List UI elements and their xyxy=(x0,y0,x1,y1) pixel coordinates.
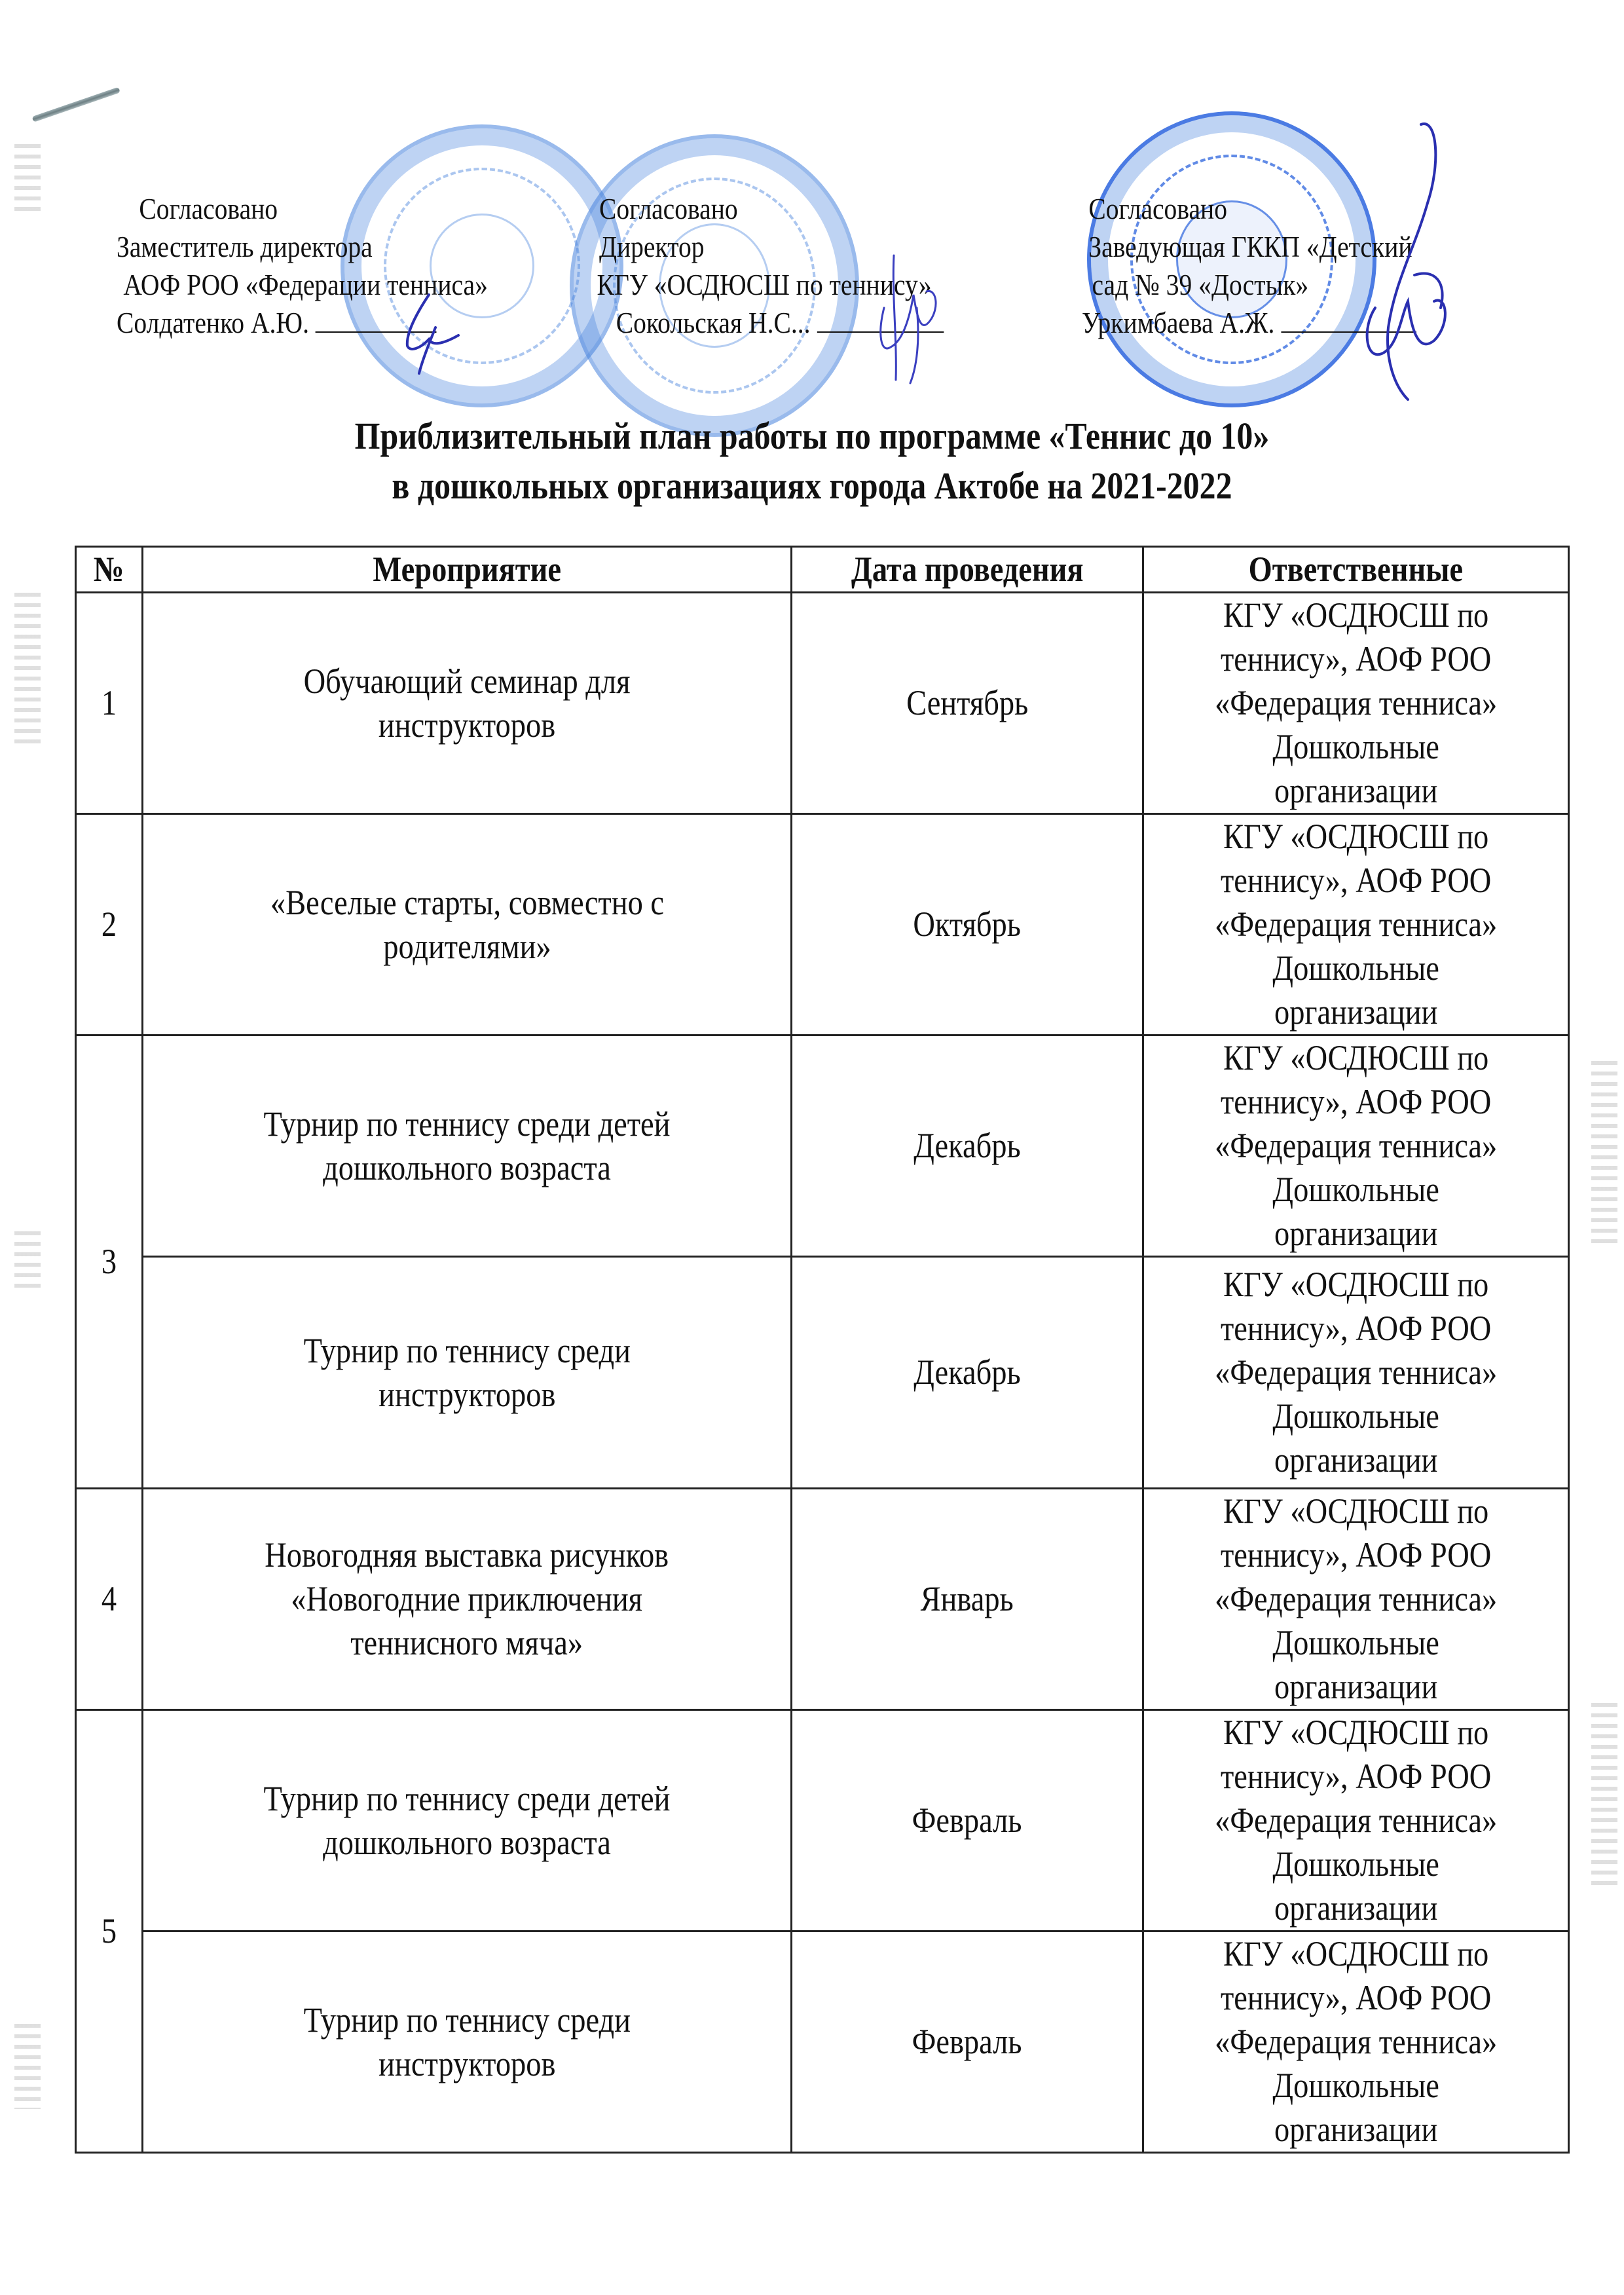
table-row xyxy=(76,1710,1569,1931)
approval-organization: АОФ РОО «Федерации тенниса» xyxy=(123,268,488,301)
table-row xyxy=(76,1489,1569,1710)
scan-edge-noise xyxy=(14,144,41,216)
table-header-row xyxy=(76,547,1569,593)
approval-position: Директор xyxy=(599,230,705,263)
approval-heading: Согласовано xyxy=(1088,192,1228,225)
responsible-cell: КГУ «ОСДЮСШ по теннису», АОФ РОО «Федерация тенниса» Дошкольные организации xyxy=(1143,1257,1569,1489)
signature-line xyxy=(1281,331,1416,333)
event-cell: Турнир по теннису среди инструкторов xyxy=(143,1931,792,2153)
scan-edge-noise xyxy=(14,2024,41,2109)
responsible-cell: КГУ «ОСДЮСШ по теннису», АОФ РОО «Федерация тенниса» Дошкольные организации xyxy=(1143,1710,1569,1931)
scan-edge-noise xyxy=(1591,1703,1617,1886)
table-row xyxy=(76,1036,1569,1257)
approval-heading: Согласовано xyxy=(599,192,738,225)
approval-position: Заведующая ГККП «Детский xyxy=(1088,230,1412,263)
date-cell: Декабрь xyxy=(792,1036,1143,1257)
event-cell: Турнир по теннису среди инструкторов xyxy=(143,1257,792,1489)
event-cell: Турнир по теннису среди детей дошкольного возраста xyxy=(143,1710,792,1931)
title-line-2: в дошкольных организациях города Актобе на 2021-2022 xyxy=(392,464,1232,507)
event-cell: «Веселые старты, совместно с родителями» xyxy=(143,814,792,1036)
responsible-cell: КГУ «ОСДЮСШ по теннису», АОФ РОО «Федерация тенниса» Дошкольные организации xyxy=(1143,814,1569,1036)
approval-signatory: Сокольская Н.С... xyxy=(616,306,811,339)
approval-position: Заместитель директора xyxy=(117,230,373,263)
approval-block-federation xyxy=(117,190,488,342)
approval-heading: Согласовано xyxy=(139,192,278,225)
plan-table xyxy=(75,546,1570,2154)
date-cell: Февраль xyxy=(792,1931,1143,2153)
approval-signatory: Солдатенко А.Ю. xyxy=(117,306,309,339)
document-title xyxy=(0,411,1624,511)
row-number: 2 xyxy=(76,814,143,1036)
staple-mark xyxy=(32,87,120,122)
date-cell: Декабрь xyxy=(792,1257,1143,1489)
row-number: 5 xyxy=(76,1710,143,2153)
approval-block-kindergarten xyxy=(1082,190,1416,342)
header-date: Дата проведения xyxy=(792,547,1143,593)
responsible-cell: КГУ «ОСДЮСШ по теннису», АОФ РОО «Федерация тенниса» Дошкольные организации xyxy=(1143,1931,1569,2153)
scan-edge-noise xyxy=(14,593,41,743)
row-number: 1 xyxy=(76,593,143,814)
date-cell: Январь xyxy=(792,1489,1143,1710)
responsible-cell: КГУ «ОСДЮСШ по теннису», АОФ РОО «Федерация тенниса» Дошкольные организации xyxy=(1143,1036,1569,1257)
event-cell: Турнир по теннису среди детей дошкольного возраста xyxy=(143,1036,792,1257)
approval-organization: сад № 39 «Достык» xyxy=(1092,268,1309,301)
header-responsible: Ответственные xyxy=(1143,547,1569,593)
header-number: № xyxy=(76,547,143,593)
table-row xyxy=(76,593,1569,814)
row-number: 4 xyxy=(76,1489,143,1710)
event-cell: Новогодняя выставка рисунков «Новогодние приключения теннисного мяча» xyxy=(143,1489,792,1710)
date-cell: Сентябрь xyxy=(792,593,1143,814)
event-cell: Обучающий семинар для инструкторов xyxy=(143,593,792,814)
signature-line xyxy=(316,331,437,333)
signature-line xyxy=(817,331,944,333)
scan-edge-noise xyxy=(14,1231,41,1290)
table-row xyxy=(76,1931,1569,2153)
date-cell: Октябрь xyxy=(792,814,1143,1036)
approval-organization: КГУ «ОСДЮСШ по теннису» xyxy=(597,268,932,301)
row-number: 3 xyxy=(76,1036,143,1489)
scan-edge-noise xyxy=(1591,1061,1617,1244)
approval-block-school xyxy=(599,190,934,342)
title-line-1: Приблизительный план работы по программе «Теннис до 10» xyxy=(354,415,1270,457)
responsible-cell: КГУ «ОСДЮСШ по теннису», АОФ РОО «Федерация тенниса» Дошкольные организации xyxy=(1143,593,1569,814)
date-cell: Февраль xyxy=(792,1710,1143,1931)
header-event: Мероприятие xyxy=(143,547,792,593)
responsible-cell: КГУ «ОСДЮСШ по теннису», АОФ РОО «Федерация тенниса» Дошкольные организации xyxy=(1143,1489,1569,1710)
approval-signatory: Уркимбаева А.Ж. xyxy=(1082,306,1275,339)
table-row xyxy=(76,1257,1569,1489)
table-row xyxy=(76,814,1569,1036)
